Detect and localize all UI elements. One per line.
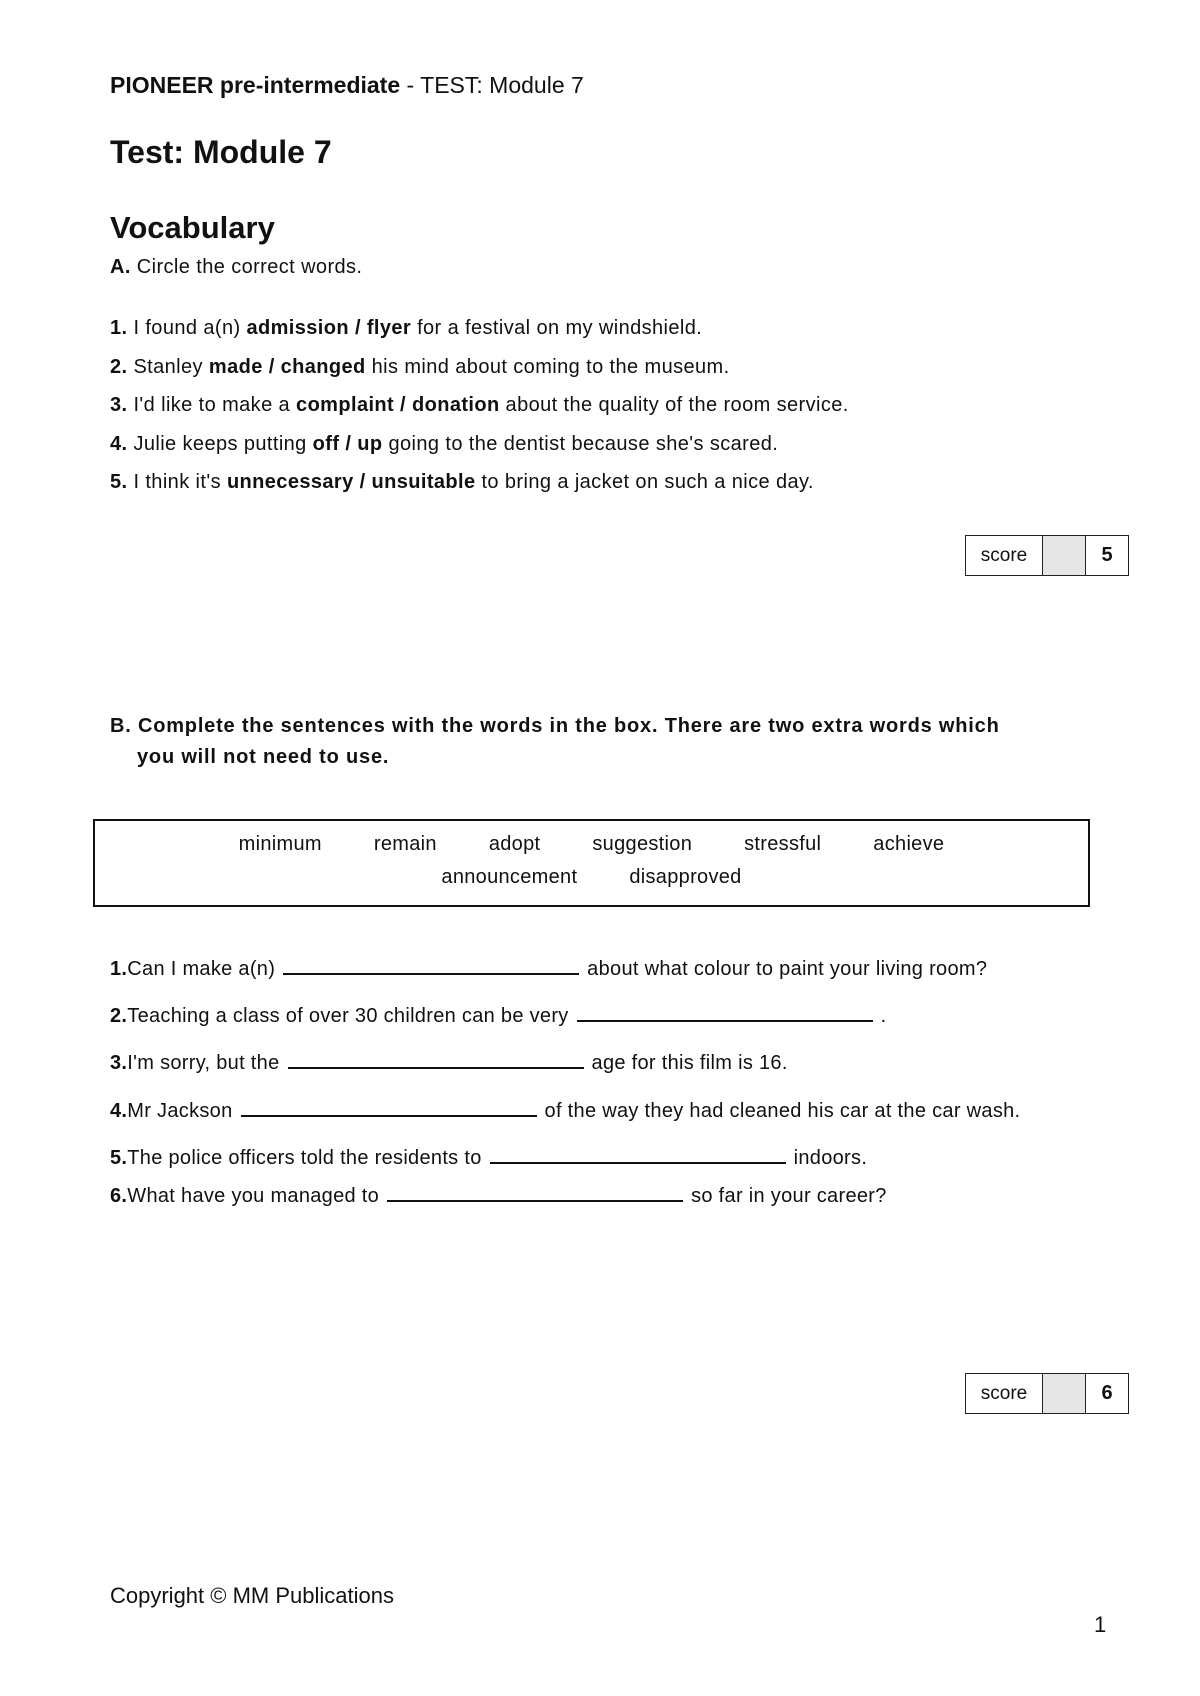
- answer-blank[interactable]: [241, 1097, 537, 1117]
- word-choice[interactable]: off / up: [312, 433, 383, 455]
- header-subtitle: TEST: Module 7: [420, 72, 584, 98]
- answer-blank[interactable]: [288, 1049, 584, 1069]
- part-a-instruction: A. Circle the correct words.: [110, 256, 363, 278]
- answer-blank[interactable]: [387, 1182, 683, 1202]
- header-separator: -: [400, 72, 421, 98]
- word-box-word: remain: [373, 833, 437, 855]
- word-box: [93, 819, 1090, 907]
- score-entry-box[interactable]: [1043, 1374, 1086, 1413]
- score-total: 5: [1101, 544, 1113, 566]
- word-box-word: stressful: [744, 833, 822, 855]
- word-choice[interactable]: admission / flyer: [246, 317, 412, 339]
- copyright: Copyright © MM Publications: [110, 1583, 394, 1608]
- word-choice[interactable]: made / changed: [208, 356, 366, 378]
- part-b-instruction: B. Complete the sentences with the words in the box. There are two extra words which you will not need to use.: [110, 715, 1000, 768]
- part-a-item-3: 3. I'd like to make a complaint / donation about the quality of the room service.: [110, 394, 849, 416]
- score-total: 6: [1101, 1382, 1113, 1404]
- score-entry-box[interactable]: [1043, 536, 1086, 575]
- part-a-item-2: 2. Stanley made / changed his mind about coming to the museum.: [110, 356, 730, 378]
- page-number: 1: [1094, 1612, 1107, 1637]
- word-box-word: achieve: [873, 833, 945, 855]
- page-title: Test: Module 7: [110, 134, 332, 170]
- part-b-item-4: 4. Mr Jackson of the way they had cleaned his car at the car wash.: [110, 1097, 1020, 1123]
- part-a-letter: A.: [110, 256, 131, 278]
- answer-blank[interactable]: [490, 1144, 786, 1164]
- page-header: [110, 72, 584, 99]
- answer-blank[interactable]: [283, 955, 579, 975]
- word-box-word: suggestion: [592, 833, 693, 855]
- word-box-word: adopt: [488, 833, 541, 855]
- score-label: score: [966, 536, 1043, 575]
- section-heading: Vocabulary: [110, 210, 275, 245]
- score-label: score: [966, 1374, 1043, 1413]
- part-a-item-1: 1. I found a(n) admission / flyer for a festival on my windshield.: [110, 317, 703, 339]
- header-brand: PIONEER pre-intermediate: [110, 72, 401, 98]
- part-a-item-5: 5. I think it's unnecessary / unsuitable to bring a jacket on such a nice day.: [110, 471, 814, 493]
- part-b-item-5: 5. The police officers told the residents to indoors.: [110, 1144, 867, 1170]
- word-choice[interactable]: unnecessary / unsuitable: [226, 471, 476, 493]
- word-box-word: announcement: [441, 866, 578, 888]
- word-choice[interactable]: complaint / donation: [296, 394, 500, 416]
- part-b-item-1: 1. Can I make a(n) about what colour to paint your living room?: [110, 955, 987, 981]
- word-box-word: disapproved: [629, 866, 742, 888]
- answer-blank[interactable]: [577, 1002, 873, 1022]
- part-b-item-6: 6. What have you managed to so far in your career?: [110, 1182, 887, 1208]
- part-a-item-4: 4. Julie keeps putting off / up going to the dentist because she's scared.: [110, 433, 779, 455]
- word-box-word: minimum: [238, 833, 322, 855]
- score-box-a: [965, 535, 1129, 576]
- score-box-b: [965, 1373, 1129, 1414]
- part-b-item-3: 3. I'm sorry, but the age for this film is 16.: [110, 1049, 788, 1075]
- part-b-item-2: 2. Teaching a class of over 30 children can be very .: [110, 1002, 886, 1028]
